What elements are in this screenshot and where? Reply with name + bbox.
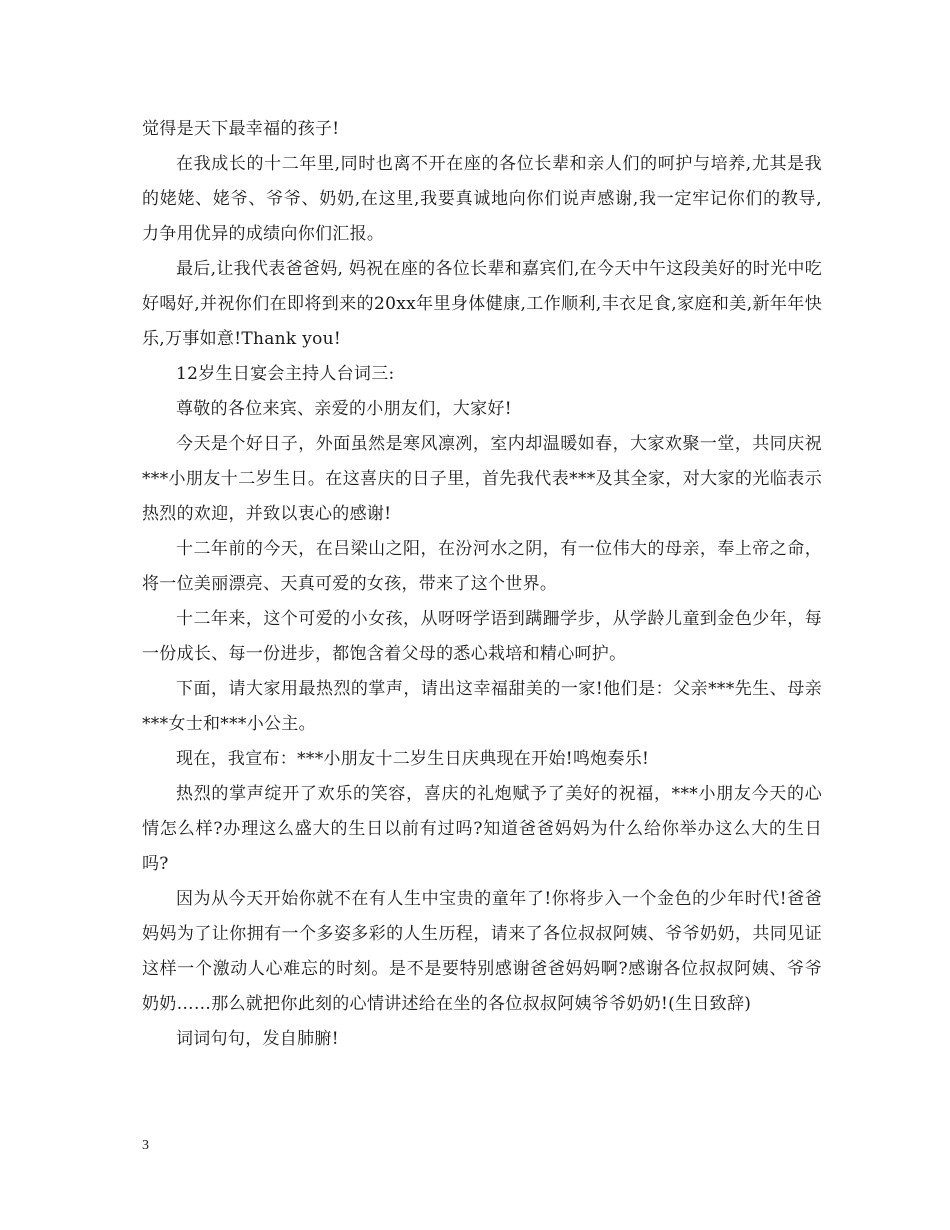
paragraph: 觉得是天下最幸福的孩子! [142,119,340,139]
paragraph: 词词句句，发自肺腑! [176,1029,339,1049]
document-body [142,112,822,1057]
paragraph: 下面，请大家用最热烈的掌声，请出这幸福甜美的一家!他们是：父亲***先生、母亲***女士和***小公主。 [142,679,822,734]
page-number: 3 [142,1138,149,1153]
section-heading: 12岁生日宴会主持人台词三: [176,364,395,384]
paragraph: 现在，我宣布：***小朋友十二岁生日庆典现在开始!鸣炮奏乐! [176,749,650,769]
paragraph: 热烈的掌声绽开了欢乐的笑容，喜庆的礼炮赋予了美好的祝福，***小朋友今天的心情怎么样?办理这么盛大的生日以前有过吗?知道爸爸妈妈为什么给你举办这么大的生日吗? [142,784,822,874]
paragraph: 十二年来，这个可爱的小女孩，从呀呀学语到蹒跚学步，从学龄儿童到金色少年，每一份成长、每一份进步，都饱含着父母的悉心栽培和精心呵护。 [142,609,822,664]
paragraph: 今天是个好日子，外面虽然是寒风凛冽，室内却温暖如春，大家欢聚一堂，共同庆祝***小朋友十二岁生日。在这喜庆的日子里，首先我代表***及其全家，对大家的光临表示热烈的欢迎，并致以衷心的感谢! [142,434,822,524]
paragraph: 在我成长的十二年里,同时也离不开在座的各位长辈和亲人们的呵护与培养,尤其是我的姥姥、姥爷、爷爷、奶奶,在这里,我要真诚地向你们说声感谢,我一定牢记你们的教导,力争用优异的成绩向你们汇报。 [142,154,822,244]
paragraph: 因为从今天开始你就不在有人生中宝贵的童年了!你将步入一个金色的少年时代!爸爸妈妈为了让你拥有一个多姿多彩的人生历程，请来了各位叔叔阿姨、爷爷奶奶，共同见证这样一个激动人心难忘的时刻。是不是要特别感谢爸爸妈妈啊?感谢各位叔叔阿姨、爷爷奶奶……那么就把你此刻的心情讲述给在坐的各位叔叔阿姨爷爷奶奶!(生日致辞) [142,889,822,1014]
paragraph: 最后,让我代表爸爸妈, 妈祝在座的各位长辈和嘉宾们,在今天中午这段美好的时光中吃好喝好,并祝你们在即将到来的20xx年里身体健康,工作顺利,丰衣足食,家庭和美,新年年快乐,万事如意!Thank you! [142,259,822,349]
greeting-paragraph: 尊敬的各位来宾、亲爱的小朋友们，大家好! [176,399,512,419]
paragraph: 十二年前的今天，在吕梁山之阳，在汾河水之阴，有一位伟大的母亲，奉上帝之命，将一位美丽漂亮、天真可爱的女孩，带来了这个世界。 [142,539,822,594]
